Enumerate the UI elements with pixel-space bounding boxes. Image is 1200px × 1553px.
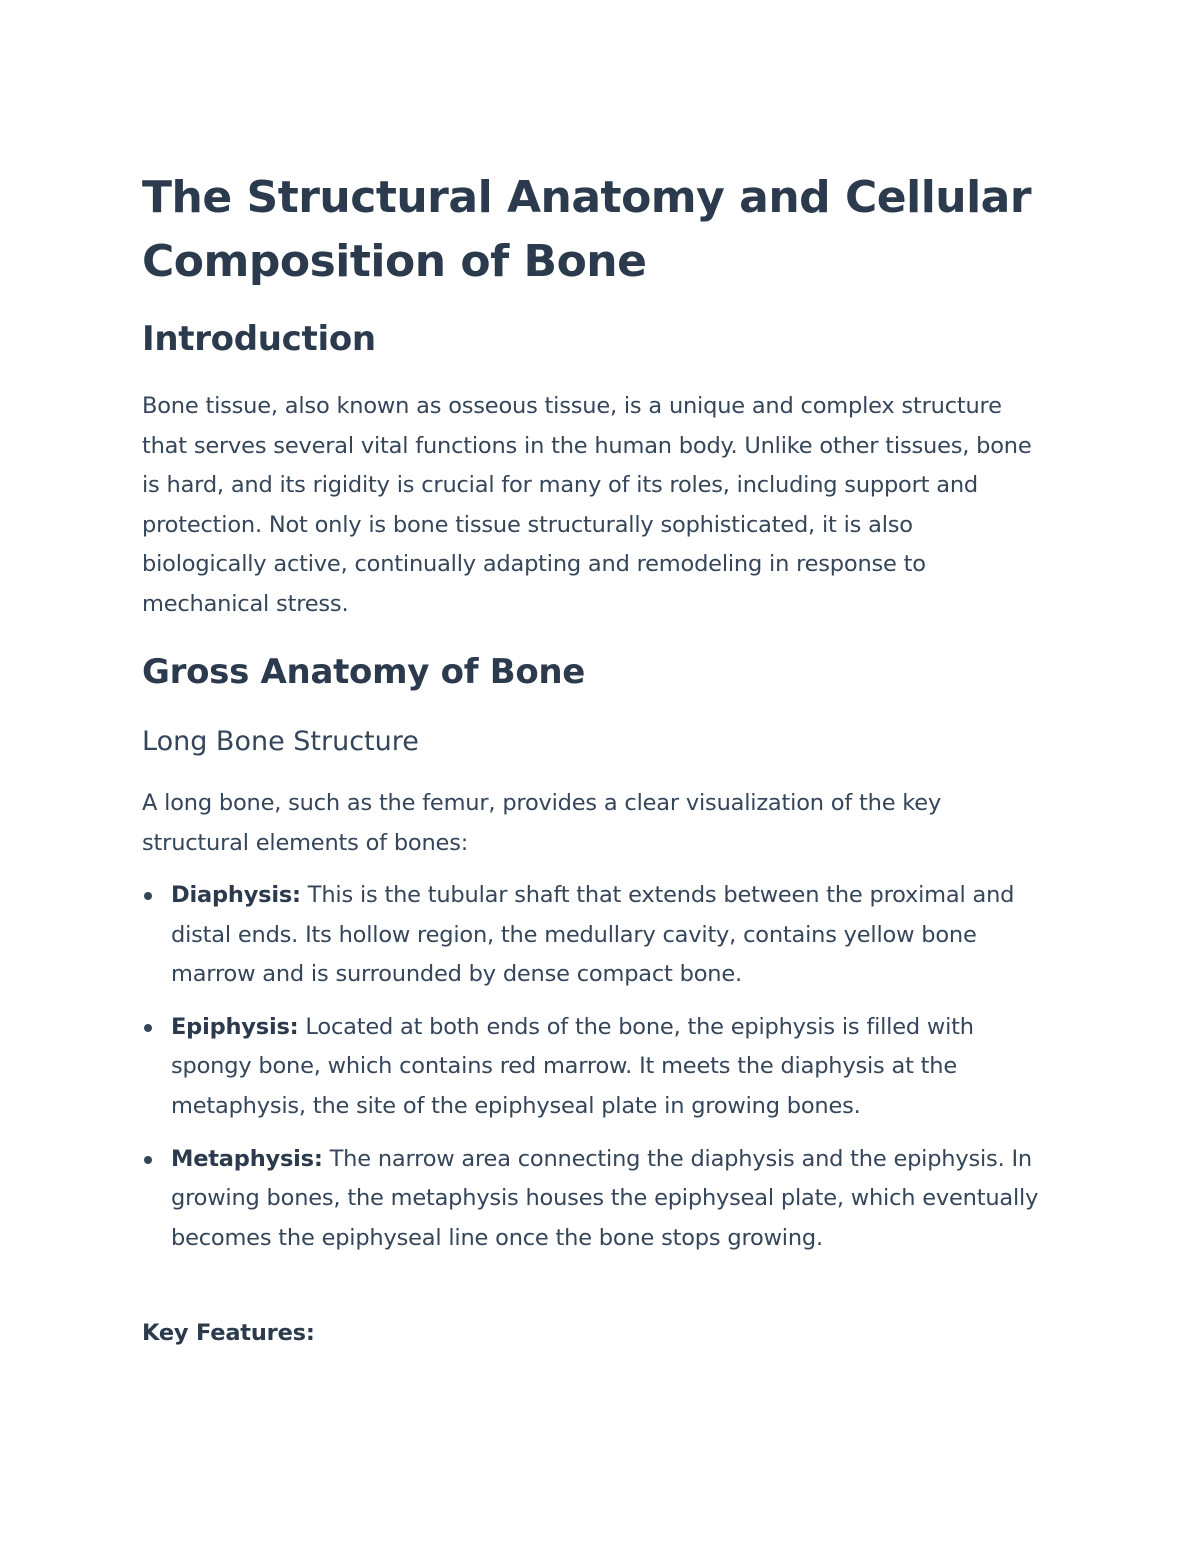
key-features-label: Key Features: — [142, 1320, 315, 1346]
list-item-text: This is the tubular shaft that extends between the proximal and distal ends. Its hollow region, the medullary cavity, contains yellow bone marrow and is surrounded by dense compact bone. — [171, 882, 1015, 988]
bullet-dot-icon — [144, 1024, 152, 1032]
bullet-dot-icon — [144, 1156, 152, 1164]
list-item-epiphysis — [142, 1008, 1052, 1127]
introduction-paragraph: Bone tissue, also known as osseous tissue, is a unique and complex structure that serves several vital functions in the human body. Unlike other tissues, bone is hard, and its rigidity is crucial for many of its roles, including support and protection. Not only is bone tissue structurally sophisticated, it is also biologically active, continually adapting and remodeling in response to mechanical stress. — [142, 393, 1032, 617]
list-item-diaphysis — [142, 876, 1052, 995]
long-bone-structure-subheading: Long Bone Structure — [142, 726, 419, 757]
list-item-text: Located at both ends of the bone, the epiphysis is filled with spongy bone, which contains red marrow. It meets the diaphysis at the metaphysis, the site of the epiphyseal plate in growing bones. — [171, 1013, 974, 1119]
list-item-term: Epiphysis: — [171, 1013, 299, 1040]
bone-parts-list — [142, 876, 1052, 1271]
document-title: The Structural Anatomy and Cellular Composition of Bone — [142, 172, 1032, 287]
list-item-metaphysis — [142, 1140, 1052, 1259]
bullet-dot-icon — [144, 892, 152, 900]
gross-anatomy-heading: Gross Anatomy of Bone — [142, 652, 586, 692]
long-bone-paragraph: A long bone, such as the femur, provides a clear visualization of the key structural elements of bones: — [142, 790, 942, 856]
list-item-term: Metaphysis: — [171, 1145, 323, 1172]
introduction-heading: Introduction — [142, 319, 376, 359]
list-item-term: Diaphysis: — [171, 882, 301, 908]
list-item-text: The narrow area connecting the diaphysis and the epiphysis. In growing bones, the metaphysis houses the epiphyseal plate, which eventually becomes the epiphyseal line once the bone stops growing. — [171, 1145, 1039, 1251]
